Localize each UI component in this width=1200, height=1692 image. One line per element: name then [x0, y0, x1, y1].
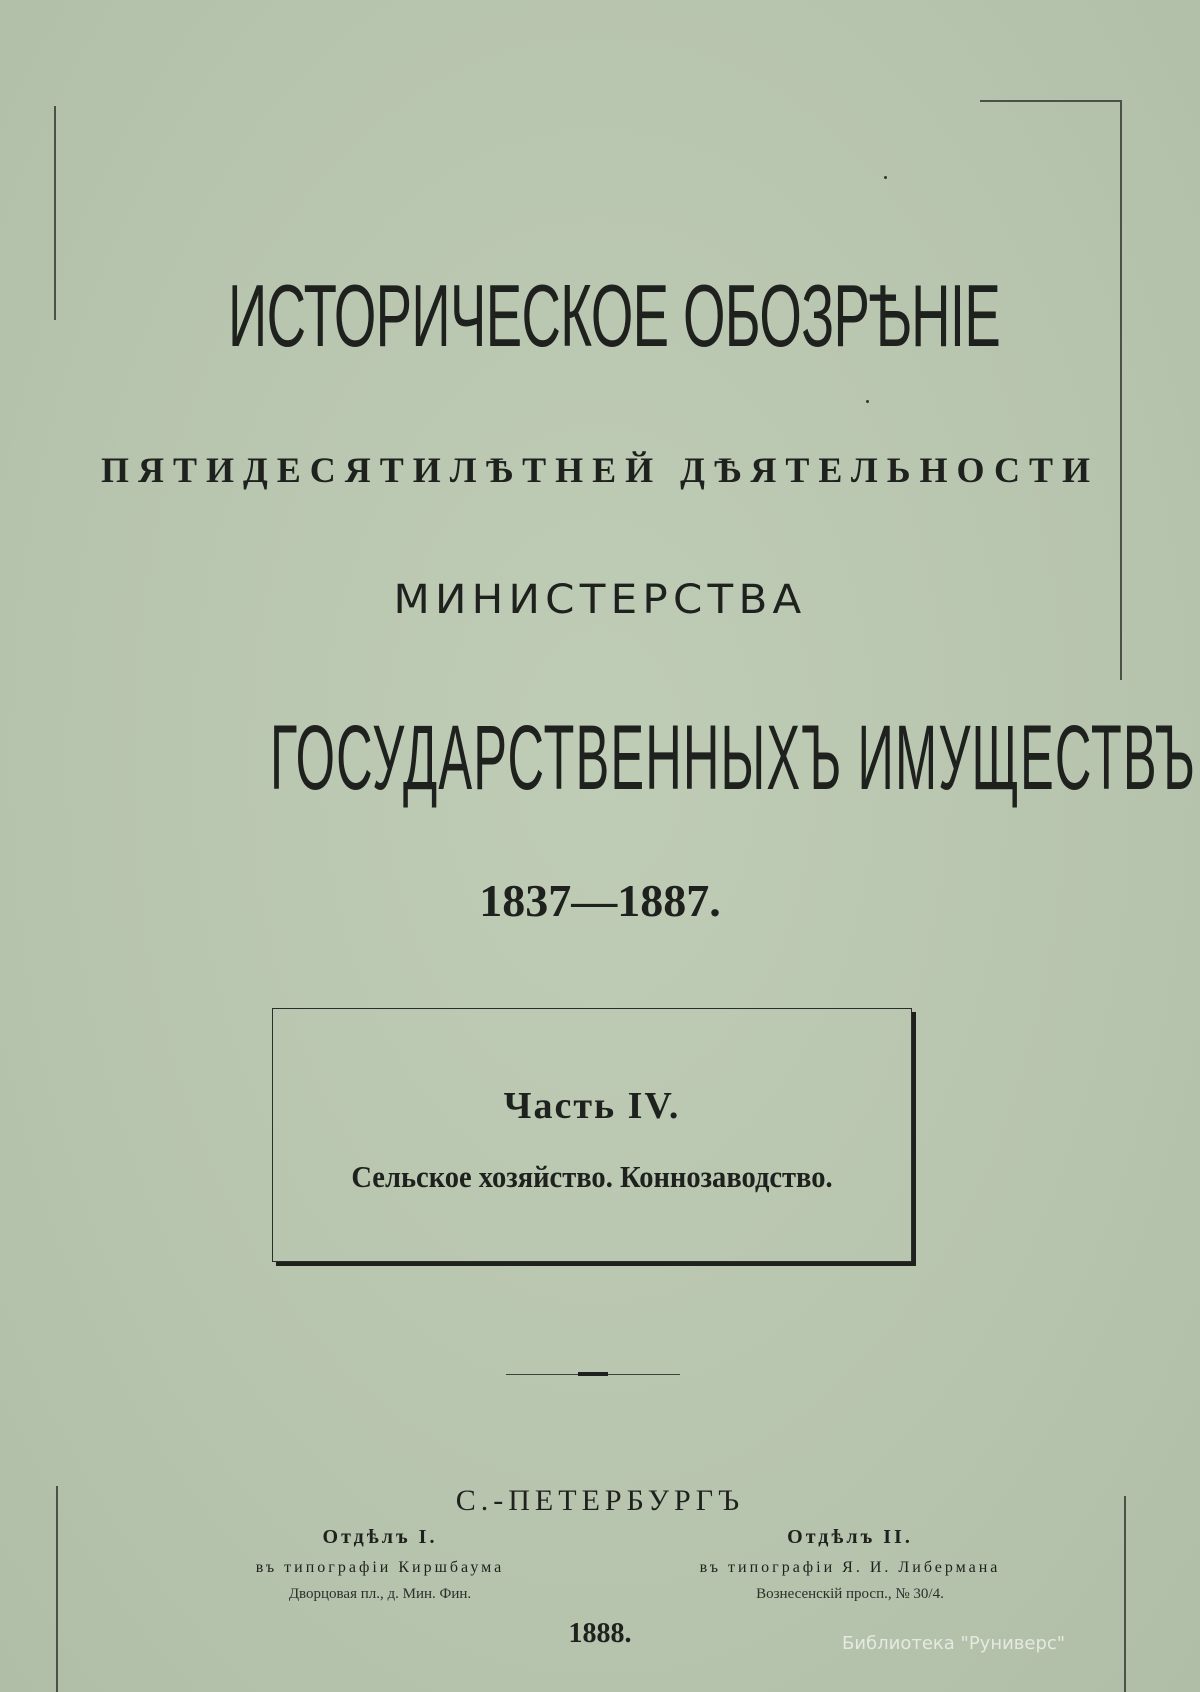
scan-edge-line — [54, 106, 56, 320]
speck — [884, 176, 887, 179]
department-address: Дворцовая пл., д. Мин. Фин. — [288, 1586, 472, 1602]
imprint-department-right — [640, 1527, 1060, 1602]
title-line-3: МИНИСТЕРСТВА — [393, 577, 807, 623]
title-line-2: ПЯТИДЕСЯТИЛѢТНЕЙ ДѢЯТЕЛЬНОСТИ — [100, 450, 1100, 490]
scan-edge-line — [980, 100, 1122, 102]
scan-edge-line — [56, 1486, 58, 1692]
department-press: въ типографіи Киршбаума — [255, 1559, 505, 1576]
part-subtitle: Сельское хозяйство. Коннозаводство. — [351, 1159, 833, 1194]
imprint-department-left — [180, 1527, 580, 1602]
imprint-city: С.-ПЕТЕРБУРГЪ — [455, 1484, 745, 1517]
department-address: Вознесенскій просп., № 30/4. — [756, 1586, 944, 1602]
publication-year: 1888. — [568, 1618, 632, 1649]
title-line-4: ГОСУДАРСТВЕННЫХЪ ИМУЩЕСТВЪ — [270, 707, 1197, 809]
part-title: Часть IV. — [503, 1085, 681, 1127]
part-frame — [272, 1008, 912, 1262]
years-range: 1837—1887. — [479, 875, 721, 926]
ornament-rule-center — [578, 1372, 608, 1376]
speck — [866, 400, 869, 403]
library-watermark: Библиотека "Руниверс" — [842, 1633, 1066, 1654]
department-title: Отдѣлъ II. — [787, 1526, 913, 1548]
scan-edge-line — [1124, 1496, 1126, 1692]
department-title: Отдѣлъ I. — [322, 1526, 438, 1548]
department-press: въ типографіи Я. И. Либермана — [699, 1559, 1001, 1576]
main-title: ИСТОРИЧЕСКОЕ ОБОЗРѢНІЕ — [228, 266, 1001, 365]
